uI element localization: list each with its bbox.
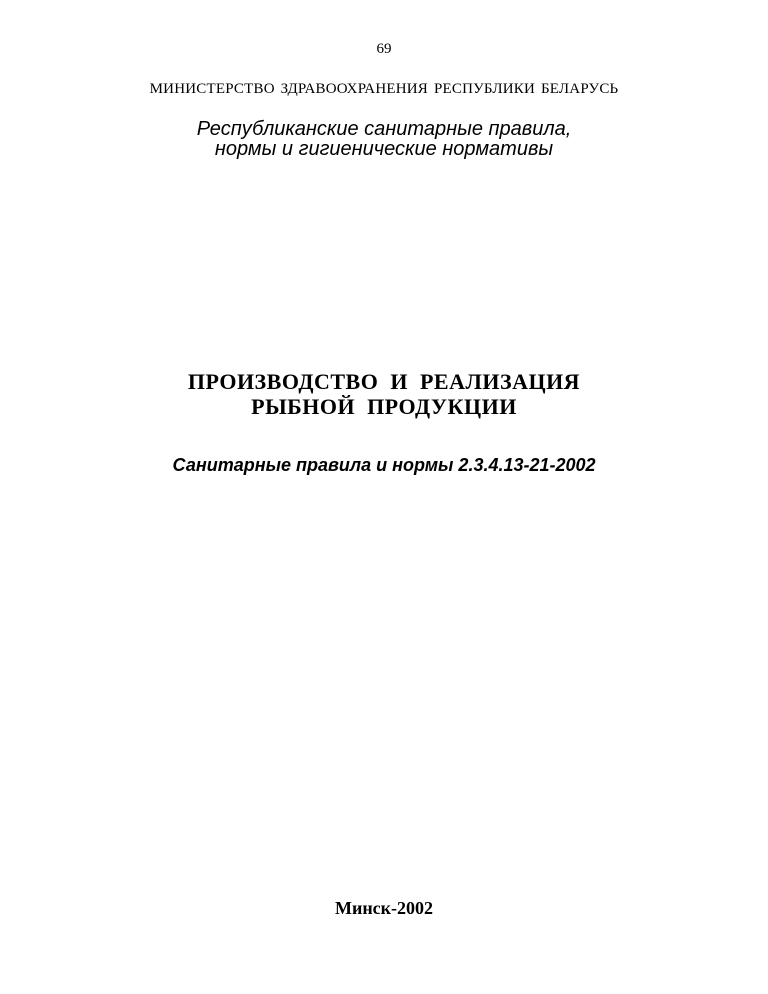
document-title-line-1: ПРОИЗВОДСТВО И РЕАЛИЗАЦИЯ bbox=[187, 369, 581, 394]
document-title-line-2: РЫБНОЙ ПРОДУКЦИИ bbox=[251, 394, 517, 419]
series-title-line-2: нормы и гигиенические нормативы bbox=[214, 138, 554, 160]
document-subtitle: Санитарные правила и нормы 2.3.4.13-21-2002 bbox=[172, 455, 596, 475]
ministry-heading: МИНИСТЕРСТВО ЗДРАВООХРАНЕНИЯ РЕСПУБЛИКИ БЕЛАРУСЬ bbox=[149, 81, 619, 97]
page-number: 69 bbox=[376, 41, 392, 57]
series-title-line-1: Республиканские санитарные правила, bbox=[196, 118, 572, 140]
city-year: Минск-2002 bbox=[334, 898, 434, 918]
